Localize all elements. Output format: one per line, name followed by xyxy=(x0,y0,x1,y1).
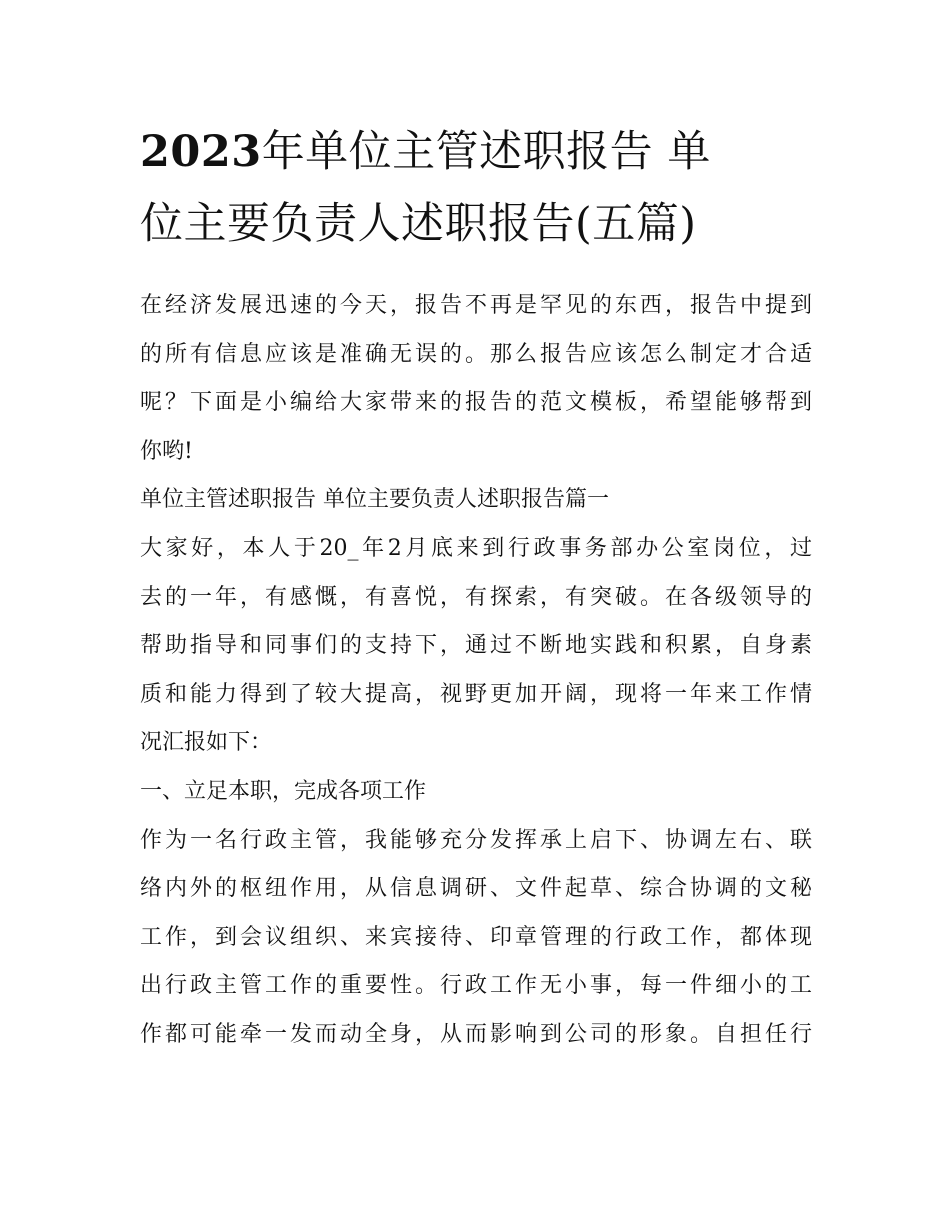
paragraph-line: 出行政主管工作的重要性。行政工作无小事，每一件细小的工 xyxy=(140,973,812,999)
intro-paragraph xyxy=(140,282,812,476)
paragraph-line: 络内外的枢纽作用，从信息调研、文件起草、综合协调的文秘 xyxy=(140,876,812,902)
paragraph-line: 呢？下面是小编给大家带来的报告的范文模板，希望能够帮到 xyxy=(140,390,812,416)
title-line-1-text: 年单位主管述职报告 单 xyxy=(261,127,711,177)
subsection-heading-1 xyxy=(140,768,812,817)
paragraph-line: 工作，到会议组织、来宾接待、印章管理的行政工作，都体现 xyxy=(140,924,812,950)
paragraph-line: 帮助指导和同事们的支持下，通过不断地实践和积累，自身素 xyxy=(140,633,812,659)
paragraph-line: 质和能力得到了较大提高，视野更加开阔，现将一年来工作情 xyxy=(140,681,812,707)
paragraph-line: 你哟! xyxy=(140,438,193,464)
paragraph-line: 的所有信息应该是准确无误的。那么报告应该怎么制定才合适 xyxy=(140,341,812,367)
paragraph-line: 在经济发展迅速的今天，报告不再是罕见的东西，报告中提到 xyxy=(140,293,812,318)
paragraph-line: 作都可能牵一发而动全身，从而影响到公司的形象。自担任行 xyxy=(140,1021,812,1047)
work-paragraph xyxy=(140,817,812,1060)
title-line-1 xyxy=(140,116,812,188)
paragraph-line: 大家好，本人于20_年2月底来到行政事务部办公室岗位，过 xyxy=(140,535,812,561)
title-line-2 xyxy=(140,188,812,260)
section-heading-1 xyxy=(140,476,812,525)
heading-line: 一、立足本职，完成各项工作 xyxy=(140,778,427,804)
paragraph-line: 作为一名行政主管，我能够充分发挥承上启下、协调左右、联 xyxy=(140,827,812,853)
title-line-2-text: 位主要负责人述职报告(五篇) xyxy=(140,199,697,249)
document-content xyxy=(140,116,812,1060)
paragraph-line: 去的一年，有感慨，有喜悦，有探索，有突破。在各级领导的 xyxy=(140,584,812,610)
title-year: 2023 xyxy=(140,127,262,177)
heading-line: 单位主管述职报告 单位主要负责人述职报告篇一 xyxy=(140,487,609,513)
document-title xyxy=(140,116,812,260)
document-body xyxy=(140,282,812,1060)
paragraph-line: 况汇报如下： xyxy=(140,730,273,756)
greeting-paragraph xyxy=(140,525,812,768)
